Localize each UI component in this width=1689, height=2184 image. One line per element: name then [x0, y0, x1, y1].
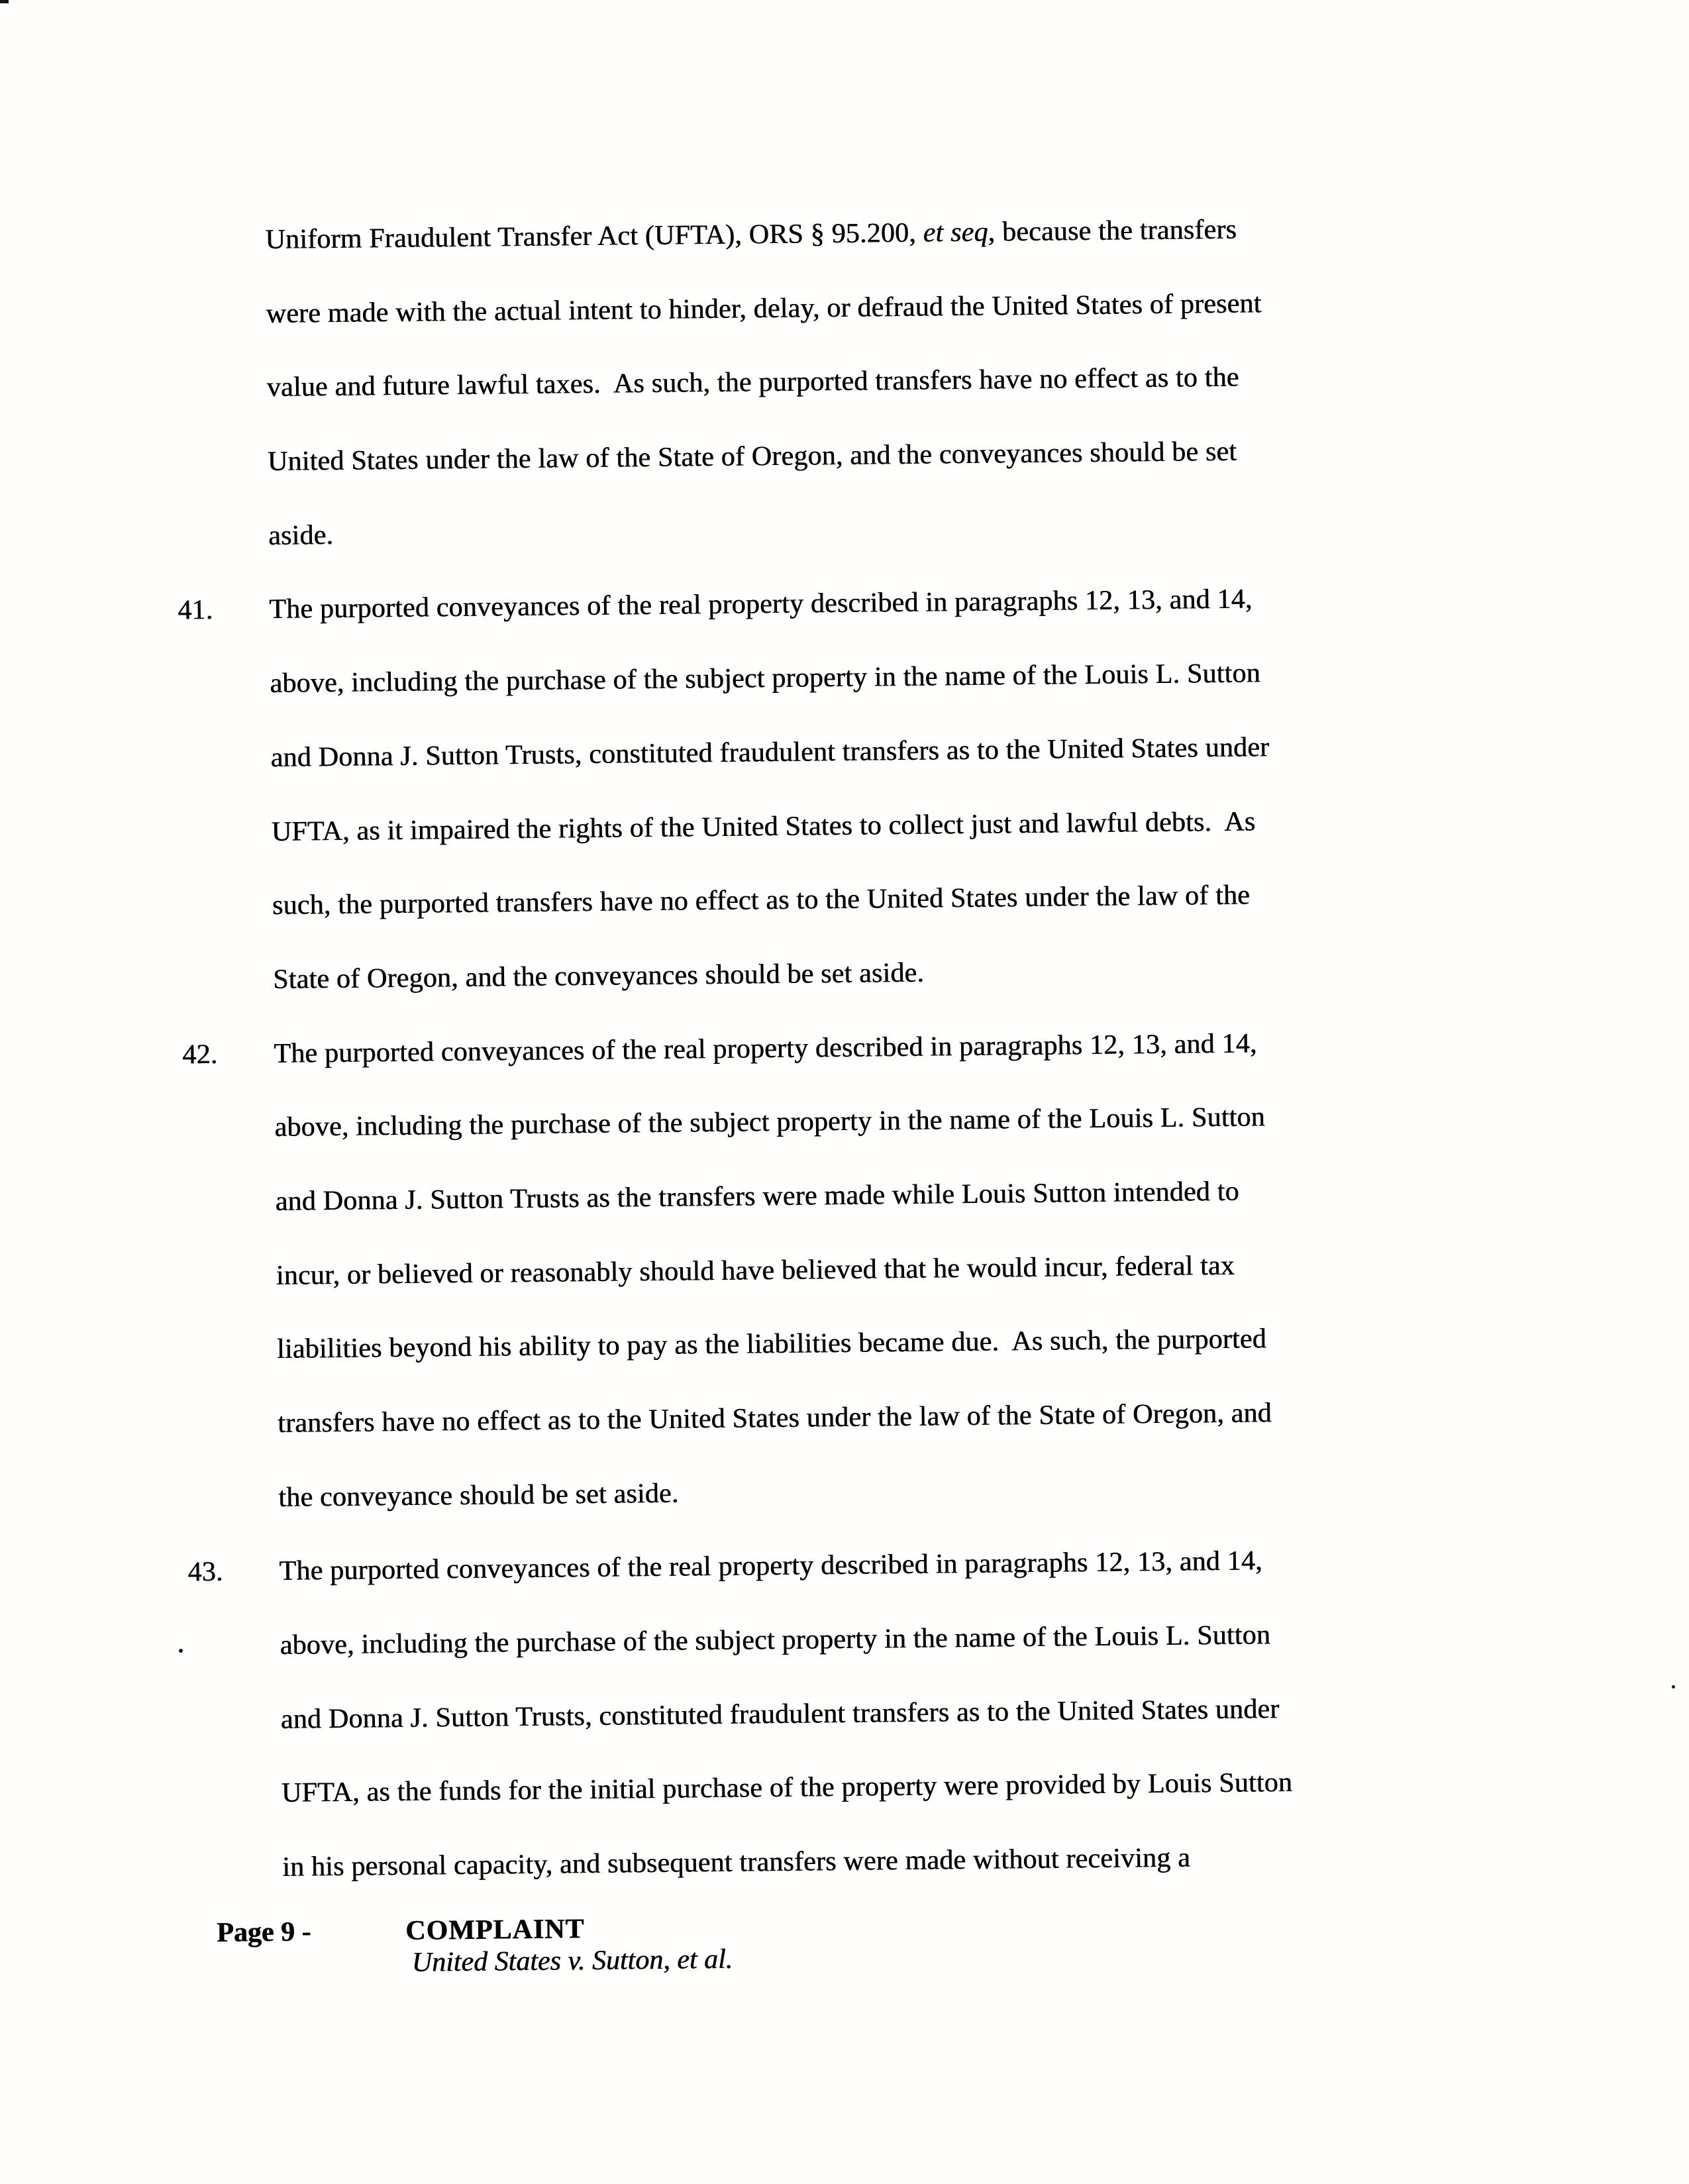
line-text: The purported conveyances of the real property described in paragraphs 12, 13, and 14, — [269, 584, 1253, 625]
text-line — [280, 1596, 1459, 1683]
line-text: United States under the law of the State of Oregon, and the conveyances should be set — [267, 436, 1237, 478]
paragraph-number: 41. — [178, 595, 213, 626]
line-text: transfers have no effect as to the United States under the law of the State of Oregon, and — [278, 1398, 1272, 1439]
text-line — [276, 1227, 1455, 1313]
scan-artifact-dot — [1672, 1685, 1675, 1689]
line-text: the conveyance should be set aside. — [278, 1478, 679, 1513]
line-text: UFTA, as the funds for the initial purchase of the property were provided by Louis Sutton — [281, 1767, 1293, 1809]
line-text: The purported conveyances of the real property described in paragraphs 12, 13, and 14, — [274, 1027, 1257, 1069]
text-line — [270, 635, 1449, 721]
page-number-label: Page 9 - — [217, 1916, 319, 1948]
text-line — [178, 561, 1449, 647]
text-line — [266, 339, 1446, 425]
paragraph-number: 42. — [182, 1039, 218, 1070]
line-text: above, including the purchase of the subject property in the name of the Louis L. Sutton — [280, 1620, 1271, 1661]
document-body — [178, 191, 1462, 1978]
text-line — [282, 1818, 1462, 1904]
text-line — [182, 1005, 1453, 1091]
text-line — [187, 1523, 1459, 1609]
line-text: , because the transfers — [988, 214, 1237, 248]
footer-line — [217, 1912, 733, 1949]
text-line — [274, 1079, 1454, 1165]
text-line — [266, 265, 1445, 351]
line-text: Uniform Fraudulent Transfer Act (UFTA), ORS § 95.200, — [265, 217, 923, 255]
line-text: value and future lawful taxes. As such, the purported transfers have no effect as to the — [266, 362, 1239, 403]
text-line — [270, 709, 1450, 795]
case-name: United States v. Sutton, et al. — [411, 1944, 733, 1978]
line-text: such, the purported transfers have no effect as to the United States under the law of the — [272, 880, 1251, 921]
line-text: in his personal capacity, and subsequent transfers were made without receiving a — [282, 1842, 1191, 1883]
scan-artifact-dot — [179, 1649, 183, 1653]
line-text: aside. — [268, 519, 334, 551]
line-text-italic: et seq — [923, 217, 988, 248]
line-text: above, including the purchase of the subject property in the name of the Louis L. Sutton — [270, 658, 1261, 700]
text-line — [280, 1671, 1460, 1757]
document-title: COMPLAINT — [405, 1914, 585, 1946]
text-line — [278, 1449, 1458, 1535]
line-text: and Donna J. Sutton Trusts, constituted fraudulent transfers as to the United States under — [270, 731, 1270, 773]
text-line — [273, 931, 1453, 1017]
line-text: liabilities beyond his ability to pay as the liabilities became due. As such, the purported — [276, 1324, 1267, 1365]
line-text: The purported conveyances of the real property described in paragraphs 12, 13, and 14, — [279, 1545, 1263, 1587]
page-footer — [217, 1912, 733, 1981]
text-line — [271, 783, 1451, 869]
line-text: were made with the actual intent to hinder, delay, or defraud the United States of present — [266, 287, 1262, 329]
text-line — [277, 1301, 1457, 1387]
line-text: and Donna J. Sutton Trusts as the transfers were made while Louis Sutton intended to — [275, 1176, 1240, 1217]
line-text: State of Oregon, and the conveyances should be set aside. — [273, 957, 925, 995]
scan-artifact-dash — [0, 0, 9, 3]
text-line — [278, 1375, 1457, 1461]
text-line — [268, 413, 1447, 499]
line-text: UFTA, as it impaired the rights of the United States to collect just and lawful debts. As — [271, 806, 1256, 847]
line-text: and Donna J. Sutton Trusts, constituted fraudulent transfers as to the United States under — [280, 1693, 1280, 1735]
text-line — [275, 1153, 1455, 1239]
text-line — [268, 487, 1448, 573]
text-line — [265, 191, 1445, 277]
text-line — [272, 857, 1452, 943]
paragraph-number: 43. — [187, 1557, 223, 1588]
line-text: above, including the purchase of the subject property in the name of the Louis L. Sutton — [274, 1102, 1266, 1143]
text-line — [282, 1745, 1461, 1831]
line-text: incur, or believed or reasonably should have believed that he would incur, federal tax — [276, 1250, 1235, 1291]
